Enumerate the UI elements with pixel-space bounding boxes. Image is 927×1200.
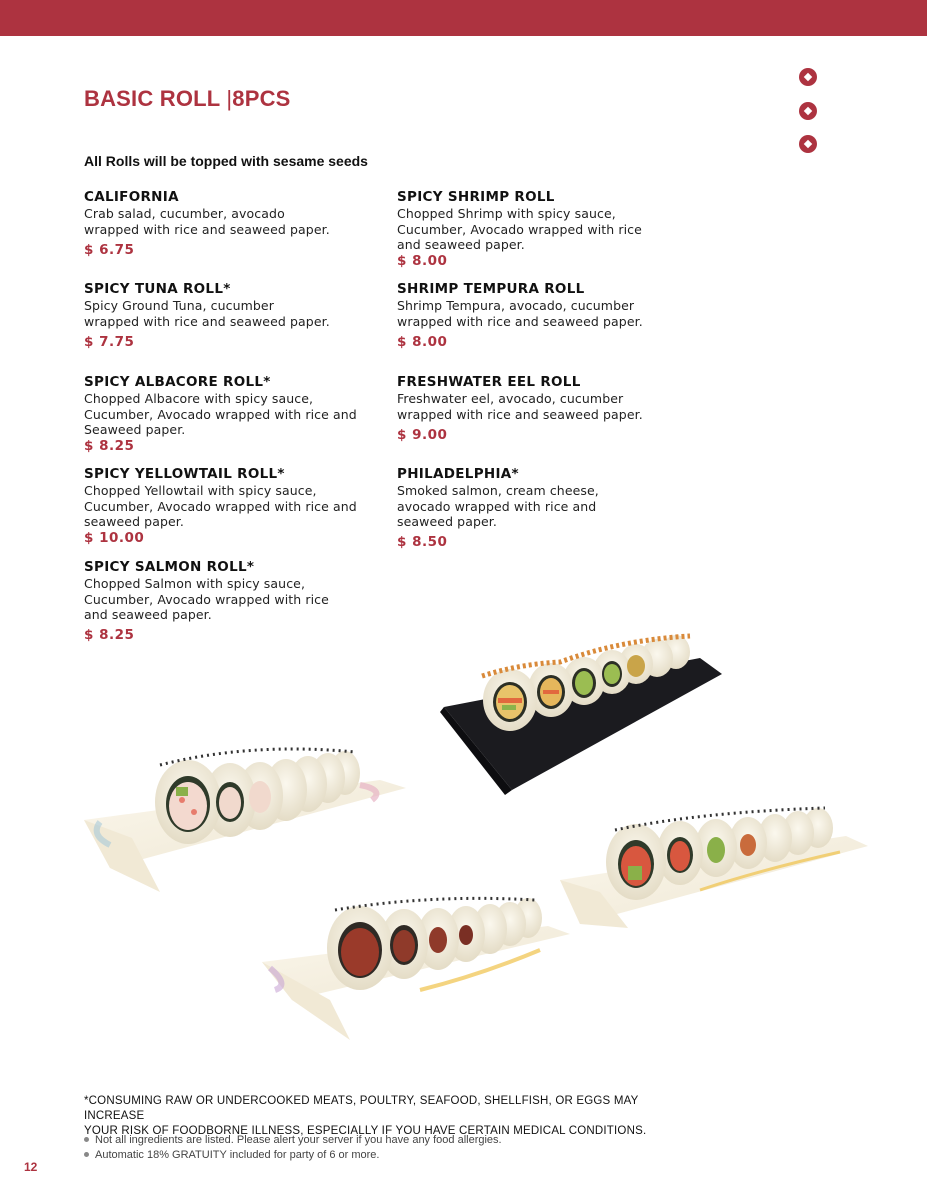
sushi-plate-bottom [262, 898, 570, 1040]
item-name: SPICY ALBACORE ROLL* [84, 374, 271, 390]
item-price: $ 8.00 [397, 334, 448, 350]
sushi-plate-california [84, 749, 406, 892]
item-name: PHILADELPHIA* [397, 466, 519, 482]
item-name: CALIFORNIA [84, 189, 179, 205]
item-price: $ 6.75 [84, 242, 135, 258]
item-name: SPICY YELLOWTAIL ROLL* [84, 466, 285, 482]
section-subtitle: All Rolls will be topped with sesame seeds [84, 153, 368, 169]
item-price: $ 10.00 [84, 530, 145, 546]
sushi-plate-right [560, 808, 868, 928]
item-description: Freshwater eel, avocado, cucumber wrapped with rice and seaweed paper. [397, 391, 643, 422]
item-description: Chopped Shrimp with spicy sauce, Cucumber, Avocado wrapped with rice and seaweed paper. [397, 206, 642, 252]
item-description: Chopped Salmon with spicy sauce, Cucumber, Avocado wrapped with rice and seaweed paper. [84, 576, 329, 622]
item-name: SPICY SHRIMP ROLL [397, 189, 555, 205]
item-name: SPICY TUNA ROLL* [84, 281, 231, 297]
list-item [84, 1147, 502, 1162]
bullet-icon [84, 1152, 89, 1157]
list-item [84, 1132, 502, 1147]
item-name: FRESHWATER EEL ROLL [397, 374, 581, 390]
item-name: SHRIMP TEMPURA ROLL [397, 281, 585, 297]
item-description: Crab salad, cucumber, avocado wrapped with rice and seaweed paper. [84, 206, 330, 237]
item-description: Smoked salmon, cream cheese, avocado wrapped with rice and seaweed paper. [397, 483, 599, 529]
item-price: $ 8.25 [84, 438, 135, 454]
section-count: 8PCS [232, 86, 291, 111]
title-separator: | [226, 86, 233, 111]
item-name: SPICY SALMON ROLL* [84, 559, 255, 575]
note-text: Automatic 18% GRATUITY included for party of 6 or more. [95, 1148, 380, 1161]
page-number: 12 [24, 1160, 38, 1174]
item-description: Chopped Albacore with spicy sauce, Cucumber, Avocado wrapped with rice and Seaweed paper. [84, 391, 357, 437]
notes-list [84, 1132, 502, 1162]
item-description: Chopped Yellowtail with spicy sauce, Cucumber, Avocado wrapped with rice and seaweed paper. [84, 483, 357, 529]
warning-line: *CONSUMING RAW OR UNDERCOOKED MEATS, POULTRY, SEAFOOD, SHELLFISH, OR EGGS MAY INCREASE [84, 1095, 639, 1122]
section-title-text: BASIC ROLL [84, 86, 221, 111]
item-price: $ 8.50 [397, 534, 448, 550]
item-description: Shrimp Tempura, avocado, cucumber wrapped with rice and seaweed paper. [397, 298, 643, 329]
item-price: $ 9.00 [397, 427, 448, 443]
item-description: Spicy Ground Tuna, cucumber wrapped with rice and seaweed paper. [84, 298, 330, 329]
item-price: $ 8.00 [397, 253, 448, 269]
bullet-icon [84, 1137, 89, 1142]
note-text: Not all ingredients are listed. Please alert your server if you have any food allergies. [95, 1133, 502, 1146]
item-price: $ 7.75 [84, 334, 135, 350]
item-price: $ 8.25 [84, 627, 135, 643]
sushi-plate-black [440, 635, 722, 795]
warning-line: YOUR RISK OF FOODBORNE ILLNESS, ESPECIALLY IF YOU HAVE CERTAIN MEDICAL CONDITIONS. [84, 1125, 647, 1137]
